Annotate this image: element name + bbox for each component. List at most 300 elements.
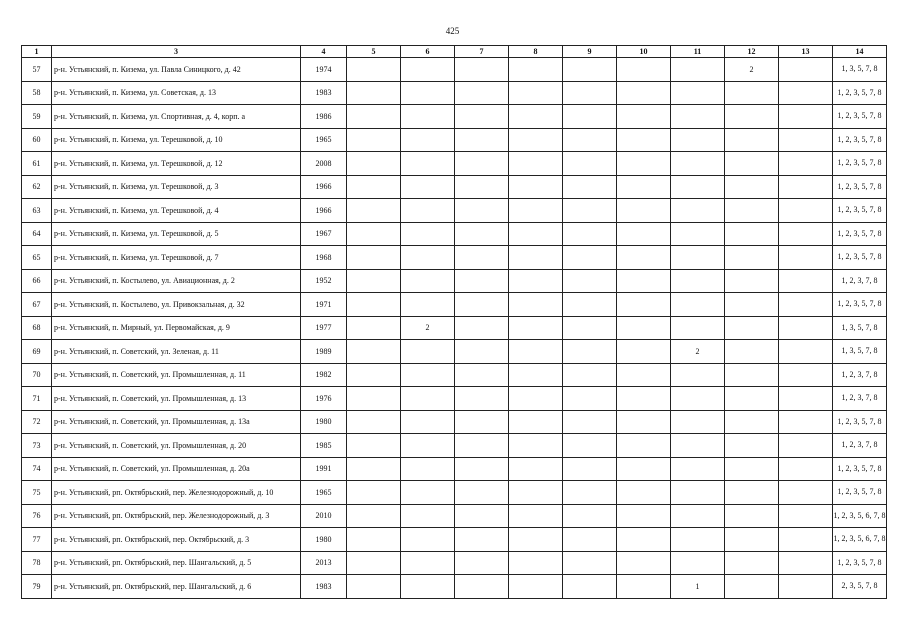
cell-row-number: 62 (22, 175, 52, 199)
cell-year: 1980 (301, 410, 347, 434)
cell-col-11 (671, 58, 725, 82)
cell-col-7 (455, 504, 509, 528)
cell-address: р-н. Устьянский, п. Кизема, ул. Советская, д. 13 (52, 81, 301, 105)
cell-col-9 (563, 316, 617, 340)
cell-col-13 (779, 58, 833, 82)
cell-col-14: 1, 2, 3, 5, 6, 7, 8 (833, 504, 887, 528)
cell-col-14: 1, 2, 3, 5, 7, 8 (833, 246, 887, 270)
table-row (22, 199, 887, 223)
cell-col-5 (347, 316, 401, 340)
cell-row-number: 69 (22, 340, 52, 364)
cell-col-9 (563, 175, 617, 199)
cell-col-14: 1, 2, 3, 5, 7, 8 (833, 481, 887, 505)
cell-row-number: 72 (22, 410, 52, 434)
cell-col-7 (455, 575, 509, 599)
cell-year: 2013 (301, 551, 347, 575)
cell-col-8 (509, 175, 563, 199)
cell-col-8 (509, 246, 563, 270)
cell-col-11 (671, 105, 725, 129)
cell-col-10 (617, 481, 671, 505)
cell-year: 1991 (301, 457, 347, 481)
cell-col-12 (725, 551, 779, 575)
cell-col-5 (347, 199, 401, 223)
cell-col-12 (725, 434, 779, 458)
column-header-11: 11 (671, 46, 725, 58)
cell-address: р-н. Устьянский, п. Советский, ул. Промышленная, д. 11 (52, 363, 301, 387)
cell-col-14: 1, 3, 5, 7, 8 (833, 316, 887, 340)
cell-col-5 (347, 340, 401, 364)
cell-col-6 (401, 199, 455, 223)
cell-col-7 (455, 269, 509, 293)
cell-row-number: 73 (22, 434, 52, 458)
cell-address: р-н. Устьянский, п. Советский, ул. Промышленная, д. 20 (52, 434, 301, 458)
cell-col-10 (617, 175, 671, 199)
cell-col-12 (725, 410, 779, 434)
cell-row-number: 65 (22, 246, 52, 270)
cell-col-14: 1, 2, 3, 7, 8 (833, 387, 887, 411)
cell-col-14: 1, 2, 3, 5, 7, 8 (833, 128, 887, 152)
cell-col-13 (779, 105, 833, 129)
cell-col-6 (401, 387, 455, 411)
cell-col-8 (509, 410, 563, 434)
cell-address: р-н. Устьянский, п. Кизема, ул. Терешковой, д. 4 (52, 199, 301, 223)
cell-col-6 (401, 58, 455, 82)
cell-row-number: 57 (22, 58, 52, 82)
cell-col-13 (779, 575, 833, 599)
cell-col-12 (725, 269, 779, 293)
cell-col-12 (725, 175, 779, 199)
cell-row-number: 74 (22, 457, 52, 481)
cell-col-9 (563, 128, 617, 152)
cell-address: р-н. Устьянский, п. Костылево, ул. Авиационная, д. 2 (52, 269, 301, 293)
cell-col-11 (671, 481, 725, 505)
page-number: 425 (445, 26, 460, 36)
cell-col-7 (455, 387, 509, 411)
cell-col-14: 1, 2, 3, 5, 7, 8 (833, 152, 887, 176)
cell-col-11 (671, 410, 725, 434)
cell-col-10 (617, 269, 671, 293)
cell-address: р-н. Устьянский, п. Кизема, ул. Терешковой, д. 12 (52, 152, 301, 176)
cell-col-13 (779, 528, 833, 552)
cell-year: 1968 (301, 246, 347, 270)
cell-col-7 (455, 481, 509, 505)
cell-col-8 (509, 340, 563, 364)
cell-col-11 (671, 434, 725, 458)
cell-col-5 (347, 434, 401, 458)
cell-col-12 (725, 293, 779, 317)
cell-year: 1983 (301, 81, 347, 105)
cell-col-8 (509, 293, 563, 317)
cell-col-7 (455, 128, 509, 152)
cell-col-6 (401, 128, 455, 152)
cell-year: 1977 (301, 316, 347, 340)
cell-col-14: 1, 2, 3, 5, 7, 8 (833, 175, 887, 199)
cell-col-13 (779, 293, 833, 317)
cell-row-number: 71 (22, 387, 52, 411)
cell-col-5 (347, 410, 401, 434)
cell-col-13 (779, 363, 833, 387)
table-row (22, 269, 887, 293)
column-header-9: 9 (563, 46, 617, 58)
cell-col-9 (563, 528, 617, 552)
cell-row-number: 78 (22, 551, 52, 575)
cell-col-7 (455, 340, 509, 364)
cell-year: 1983 (301, 575, 347, 599)
cell-col-7 (455, 293, 509, 317)
cell-col-9 (563, 199, 617, 223)
cell-col-5 (347, 387, 401, 411)
cell-col-9 (563, 575, 617, 599)
cell-col-8 (509, 222, 563, 246)
cell-col-9 (563, 58, 617, 82)
cell-address: р-н. Устьянский, п. Кизема, ул. Терешковой, д. 3 (52, 175, 301, 199)
cell-col-13 (779, 504, 833, 528)
cell-col-8 (509, 363, 563, 387)
cell-col-11 (671, 128, 725, 152)
cell-col-10 (617, 246, 671, 270)
table-row (22, 105, 887, 129)
cell-col-8 (509, 152, 563, 176)
cell-col-14: 1, 2, 3, 7, 8 (833, 269, 887, 293)
cell-col-11 (671, 316, 725, 340)
cell-address: р-н. Устьянский, п. Советский, ул. Промышленная, д. 20а (52, 457, 301, 481)
cell-col-10 (617, 199, 671, 223)
cell-col-13 (779, 269, 833, 293)
cell-row-number: 68 (22, 316, 52, 340)
cell-col-5 (347, 246, 401, 270)
cell-year: 1989 (301, 340, 347, 364)
column-header-4: 4 (301, 46, 347, 58)
cell-col-14: 1, 2, 3, 5, 7, 8 (833, 293, 887, 317)
cell-col-7 (455, 246, 509, 270)
table-row (22, 481, 887, 505)
table-row (22, 551, 887, 575)
cell-col-7 (455, 528, 509, 552)
cell-col-5 (347, 81, 401, 105)
cell-col-12 (725, 128, 779, 152)
cell-row-number: 77 (22, 528, 52, 552)
cell-col-12 (725, 481, 779, 505)
cell-address: р-н. Устьянский, рп. Октябрьский, пер. Железнодорожный, д. 3 (52, 504, 301, 528)
cell-col-7 (455, 551, 509, 575)
table-row (22, 246, 887, 270)
cell-col-6 (401, 340, 455, 364)
cell-col-10 (617, 387, 671, 411)
cell-row-number: 61 (22, 152, 52, 176)
cell-col-12 (725, 528, 779, 552)
cell-col-6 (401, 504, 455, 528)
cell-row-number: 70 (22, 363, 52, 387)
cell-col-13 (779, 81, 833, 105)
cell-col-8 (509, 457, 563, 481)
cell-col-14: 1, 2, 3, 5, 7, 8 (833, 410, 887, 434)
cell-row-number: 64 (22, 222, 52, 246)
cell-col-10 (617, 551, 671, 575)
cell-col-10 (617, 316, 671, 340)
cell-col-11: 1 (671, 575, 725, 599)
cell-col-12 (725, 222, 779, 246)
cell-year: 1966 (301, 199, 347, 223)
cell-col-8 (509, 575, 563, 599)
cell-col-13 (779, 340, 833, 364)
cell-year: 1965 (301, 481, 347, 505)
cell-col-9 (563, 222, 617, 246)
cell-year: 1967 (301, 222, 347, 246)
column-header-5: 5 (347, 46, 401, 58)
cell-year: 1971 (301, 293, 347, 317)
cell-address: р-н. Устьянский, рп. Октябрьский, пер. Шангальский, д. 6 (52, 575, 301, 599)
table-row (22, 175, 887, 199)
table-row (22, 81, 887, 105)
cell-col-13 (779, 434, 833, 458)
column-header-8: 8 (509, 46, 563, 58)
cell-address: р-н. Устьянский, п. Советский, ул. Промышленная, д. 13а (52, 410, 301, 434)
cell-col-14: 1, 2, 3, 5, 7, 8 (833, 105, 887, 129)
cell-col-6 (401, 222, 455, 246)
cell-col-11 (671, 246, 725, 270)
column-header-1: 1 (22, 46, 52, 58)
cell-col-6 (401, 105, 455, 129)
cell-col-6 (401, 410, 455, 434)
cell-col-9 (563, 81, 617, 105)
table-row (22, 504, 887, 528)
cell-col-11 (671, 504, 725, 528)
cell-year: 1980 (301, 528, 347, 552)
cell-col-11 (671, 457, 725, 481)
cell-row-number: 63 (22, 199, 52, 223)
cell-col-10 (617, 293, 671, 317)
cell-col-7 (455, 175, 509, 199)
cell-col-10 (617, 528, 671, 552)
cell-col-14: 1, 2, 3, 7, 8 (833, 363, 887, 387)
cell-col-6 (401, 175, 455, 199)
cell-col-11 (671, 222, 725, 246)
cell-col-10 (617, 105, 671, 129)
column-header-6: 6 (401, 46, 455, 58)
column-header-7: 7 (455, 46, 509, 58)
cell-col-14: 1, 2, 3, 5, 7, 8 (833, 199, 887, 223)
cell-col-10 (617, 434, 671, 458)
cell-col-7 (455, 58, 509, 82)
table-body (22, 58, 887, 599)
cell-col-5 (347, 481, 401, 505)
table-row (22, 58, 887, 82)
cell-col-11 (671, 363, 725, 387)
cell-col-9 (563, 481, 617, 505)
cell-col-9 (563, 363, 617, 387)
cell-address: р-н. Устьянский, рп. Октябрьский, пер. Железнодорожный, д. 10 (52, 481, 301, 505)
cell-row-number: 79 (22, 575, 52, 599)
table-row (22, 128, 887, 152)
housing-registry-table (21, 45, 887, 599)
cell-col-7 (455, 105, 509, 129)
cell-col-5 (347, 575, 401, 599)
cell-col-12 (725, 246, 779, 270)
cell-address: р-н. Устьянский, п. Кизема, ул. Терешковой, д. 7 (52, 246, 301, 270)
cell-col-10 (617, 222, 671, 246)
cell-col-14: 1, 2, 3, 5, 7, 8 (833, 457, 887, 481)
cell-col-6 (401, 481, 455, 505)
cell-col-11: 2 (671, 340, 725, 364)
cell-address: р-н. Устьянский, п. Кизема, ул. Павла Синицкого, д. 42 (52, 58, 301, 82)
table-row (22, 363, 887, 387)
cell-col-6: 2 (401, 316, 455, 340)
cell-col-9 (563, 434, 617, 458)
cell-row-number: 76 (22, 504, 52, 528)
cell-col-8 (509, 316, 563, 340)
table-row (22, 410, 887, 434)
cell-year: 1976 (301, 387, 347, 411)
cell-year: 1982 (301, 363, 347, 387)
cell-col-10 (617, 81, 671, 105)
cell-col-9 (563, 246, 617, 270)
cell-col-12 (725, 105, 779, 129)
cell-row-number: 67 (22, 293, 52, 317)
cell-col-14: 1, 3, 5, 7, 8 (833, 340, 887, 364)
cell-col-12 (725, 575, 779, 599)
cell-col-7 (455, 363, 509, 387)
cell-col-13 (779, 152, 833, 176)
cell-col-8 (509, 199, 563, 223)
cell-col-5 (347, 293, 401, 317)
cell-col-9 (563, 293, 617, 317)
cell-col-12 (725, 199, 779, 223)
cell-row-number: 75 (22, 481, 52, 505)
cell-col-11 (671, 528, 725, 552)
cell-address: р-н. Устьянский, п. Советский, ул. Промышленная, д. 13 (52, 387, 301, 411)
cell-col-7 (455, 222, 509, 246)
cell-col-6 (401, 246, 455, 270)
cell-col-11 (671, 152, 725, 176)
cell-address: р-н. Устьянский, п. Советский, ул. Зеленая, д. 11 (52, 340, 301, 364)
cell-col-14: 1, 2, 3, 5, 7, 8 (833, 81, 887, 105)
cell-col-6 (401, 528, 455, 552)
cell-col-13 (779, 222, 833, 246)
cell-col-11 (671, 293, 725, 317)
cell-col-7 (455, 199, 509, 223)
cell-col-11 (671, 387, 725, 411)
cell-col-8 (509, 105, 563, 129)
cell-col-13 (779, 387, 833, 411)
cell-col-5 (347, 504, 401, 528)
table-row (22, 575, 887, 599)
column-header-14: 14 (833, 46, 887, 58)
table-row (22, 457, 887, 481)
cell-col-10 (617, 504, 671, 528)
cell-col-6 (401, 363, 455, 387)
cell-year: 1966 (301, 175, 347, 199)
table-header (22, 46, 887, 58)
table-row (22, 152, 887, 176)
cell-col-9 (563, 457, 617, 481)
table-row (22, 434, 887, 458)
header-row (22, 46, 887, 58)
cell-col-5 (347, 222, 401, 246)
table-row (22, 293, 887, 317)
cell-row-number: 60 (22, 128, 52, 152)
cell-col-8 (509, 551, 563, 575)
cell-year: 1985 (301, 434, 347, 458)
table-row (22, 387, 887, 411)
cell-col-12 (725, 340, 779, 364)
cell-col-5 (347, 175, 401, 199)
cell-col-6 (401, 551, 455, 575)
cell-col-14: 2, 3, 5, 7, 8 (833, 575, 887, 599)
cell-col-10 (617, 363, 671, 387)
cell-year: 1986 (301, 105, 347, 129)
cell-address: р-н. Устьянский, п. Кизема, ул. Терешковой, д. 10 (52, 128, 301, 152)
cell-col-8 (509, 387, 563, 411)
cell-col-12: 2 (725, 58, 779, 82)
cell-col-13 (779, 551, 833, 575)
cell-col-14: 1, 2, 3, 5, 7, 8 (833, 222, 887, 246)
cell-year: 1965 (301, 128, 347, 152)
cell-col-8 (509, 58, 563, 82)
cell-col-10 (617, 575, 671, 599)
cell-col-9 (563, 269, 617, 293)
cell-col-9 (563, 410, 617, 434)
cell-col-8 (509, 128, 563, 152)
cell-col-14: 1, 2, 3, 7, 8 (833, 434, 887, 458)
cell-col-11 (671, 175, 725, 199)
cell-col-9 (563, 551, 617, 575)
cell-col-5 (347, 105, 401, 129)
cell-year: 2010 (301, 504, 347, 528)
table-row (22, 340, 887, 364)
cell-col-8 (509, 269, 563, 293)
cell-col-10 (617, 340, 671, 364)
cell-col-14: 1, 3, 5, 7, 8 (833, 58, 887, 82)
cell-col-10 (617, 58, 671, 82)
cell-row-number: 59 (22, 105, 52, 129)
cell-col-6 (401, 293, 455, 317)
cell-col-11 (671, 269, 725, 293)
cell-col-5 (347, 363, 401, 387)
cell-col-5 (347, 58, 401, 82)
cell-col-8 (509, 481, 563, 505)
cell-col-10 (617, 410, 671, 434)
cell-year: 1952 (301, 269, 347, 293)
cell-col-14: 1, 2, 3, 5, 6, 7, 8 (833, 528, 887, 552)
cell-row-number: 58 (22, 81, 52, 105)
cell-col-7 (455, 434, 509, 458)
cell-col-12 (725, 363, 779, 387)
cell-col-12 (725, 387, 779, 411)
cell-col-6 (401, 434, 455, 458)
cell-col-8 (509, 504, 563, 528)
cell-col-9 (563, 152, 617, 176)
column-header-3: 3 (52, 46, 301, 58)
cell-col-9 (563, 504, 617, 528)
cell-col-8 (509, 434, 563, 458)
cell-col-6 (401, 269, 455, 293)
cell-col-10 (617, 457, 671, 481)
cell-col-11 (671, 81, 725, 105)
cell-address: р-н. Устьянский, п. Мирный, ул. Первомайская, д. 9 (52, 316, 301, 340)
cell-col-13 (779, 199, 833, 223)
cell-col-5 (347, 128, 401, 152)
cell-year: 1974 (301, 58, 347, 82)
cell-col-7 (455, 81, 509, 105)
table-row (22, 528, 887, 552)
cell-col-5 (347, 152, 401, 176)
cell-col-5 (347, 528, 401, 552)
cell-address: р-н. Устьянский, рп. Октябрьский, пер. Шангальский, д. 5 (52, 551, 301, 575)
cell-col-12 (725, 81, 779, 105)
cell-col-13 (779, 457, 833, 481)
cell-col-5 (347, 457, 401, 481)
cell-col-9 (563, 387, 617, 411)
